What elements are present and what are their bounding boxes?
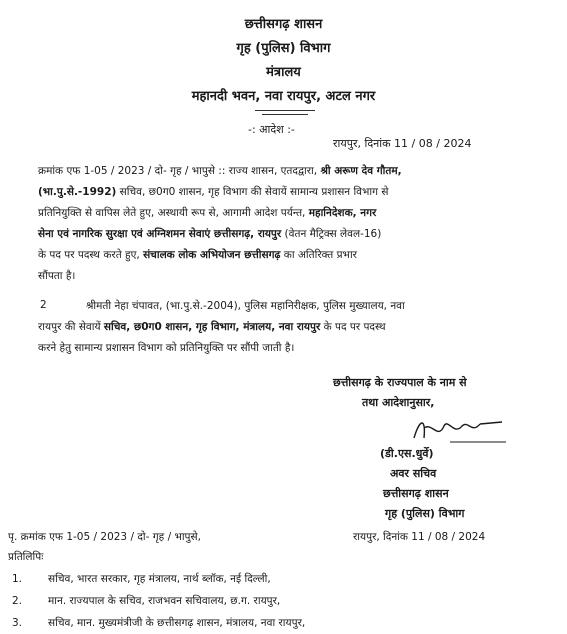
para1-text: का अतिरिक्त प्रभार [280, 249, 357, 261]
sig-authority-2: तथा आदेशानुसार, [362, 396, 435, 409]
para2-line3: करने हेतु सामान्य प्रशासन विभाग को प्रतिनियुक्ति पर सौंपी जाती है। [38, 342, 295, 354]
signatory-name: (डी.एस.धुर्वे) [380, 447, 434, 460]
para1-line3 [38, 206, 376, 220]
endorsement-place-date: रायपुर, दिनांक 11 / 08 / 2024 [353, 531, 486, 543]
header-dept: गृह (पुलिस) विभाग [236, 41, 331, 56]
header-ministry: मंत्रालय [266, 65, 301, 80]
header-underline-2 [262, 114, 308, 115]
order-place-date: रायपुर, दिनांक 11 / 08 / 2024 [333, 137, 472, 150]
copy-item-num: 3. [12, 617, 23, 629]
new-post-b: सेना एवं नागरिक सुरक्षा एवं अग्निशमन सेवाएं छत्तीसगढ़, रायपुर [38, 228, 282, 240]
signatory-designation: अवर सचिव [390, 467, 437, 480]
para1-text: सचिव, छ0ग0 शासन, गृह विभाग की सेवायें सामान्य प्रशासन विभाग से [116, 186, 389, 198]
officer-name: श्री अरूण देव गौतम, [320, 165, 402, 177]
header-underline [255, 110, 315, 111]
order-title: -: आदेश :- [248, 123, 295, 136]
para2-text: के पद पर पदस्थ [320, 321, 386, 333]
handwritten-signature [410, 412, 510, 448]
para2-post: सचिव, छ0ग0 शासन, गृह विभाग, मंत्रालय, नवा रायपुर [103, 321, 321, 333]
endorsement-ref: पृ. क्रमांक एफ 1-05 / 2023 / दो- गृह / भापुसे, [8, 531, 201, 543]
para1-line4 [38, 227, 381, 241]
para1-line1 [38, 164, 402, 178]
para1-line5 [38, 248, 357, 262]
para1-line6: सौंपता है। [38, 270, 76, 282]
new-post-a: महानिदेशक, नगर [308, 207, 377, 219]
copy-label: प्रतिलिपिः [8, 551, 44, 563]
para1-text: प्रतिनियुक्ति से वापिस लेते हुए, अस्थायी रूप से, आगामी आदेश पर्यन्त, [38, 207, 309, 219]
copy-item-num: 2. [12, 595, 23, 607]
sig-authority-1: छत्तीसगढ़ के राज्यपाल के नाम से [333, 376, 467, 389]
para1-line2 [38, 185, 388, 199]
para2-number: 2 [40, 299, 47, 311]
copy-item: मान. राज्यपाल के सचिव, राजभवन सचिवालय, छ.ग. रायपुर, [48, 595, 281, 607]
order-number: क्रमांक एफ 1-05 / 2023 / दो- गृह / भापुसे :: राज्य शासन, एतदद्वारा, [38, 165, 321, 177]
additional-charge: संचालक लोक अभियोजन छत्तीसगढ़ [143, 249, 281, 261]
copy-item: सचिव, मान. मुख्यमंत्रीजी के छत्तीसगढ़ शासन, मंत्रालय, नवा रायपुर, [48, 617, 306, 629]
para1-text: के पद पर पदस्थ करते हुए, [38, 249, 144, 261]
officer-batch: (भा.पु.से.-1992) [38, 186, 117, 198]
header-address: महानदी भवन, नवा रायपुर, अटल नगर [191, 89, 376, 104]
signatory-govt: छत्तीसगढ़ शासन [383, 487, 449, 500]
copy-item: सचिव, भारत सरकार, गृह मंत्रालय, नार्थ ब्लॉक, नई दिल्ली, [48, 573, 271, 585]
para2-line2 [38, 320, 386, 334]
para2-text: रायपुर की सेवायें [38, 321, 104, 333]
signatory-dept: गृह (पुलिस) विभाग [385, 507, 465, 520]
pay-level: (वेतन मैट्रिक्स लेवल-16) [281, 228, 382, 240]
para2-line1: श्रीमती नेहा चंपावत, (भा.पु.से.-2004), पुलिस महानिरीक्षक, पुलिस मुख्यालय, नवा [86, 300, 405, 312]
copy-item-num: 1. [12, 573, 23, 585]
header-govt: छत्तीसगढ़ शासन [244, 17, 323, 32]
